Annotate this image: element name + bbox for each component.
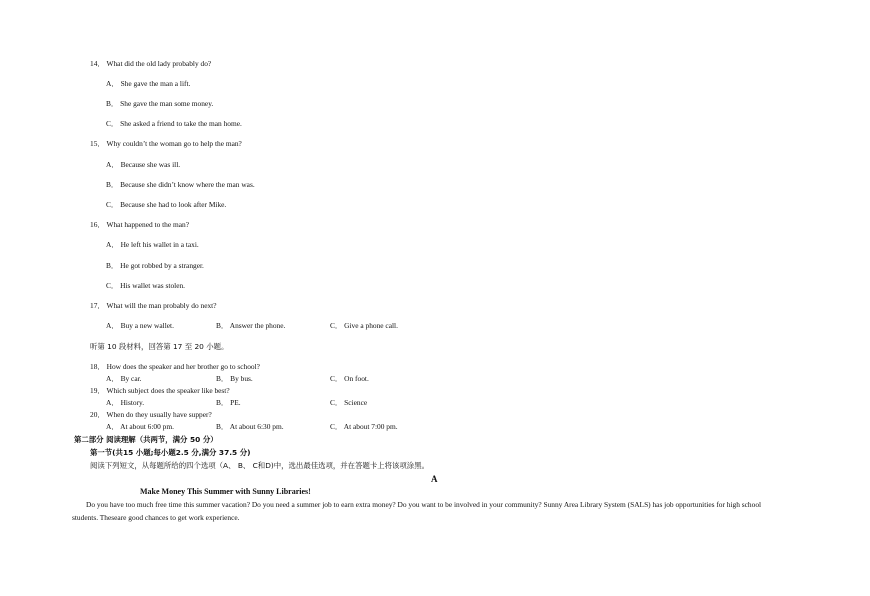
option: A． She gave the man a lift.: [106, 79, 191, 88]
option: A． Buy a new wallet.: [106, 321, 174, 330]
listening-instruction: 听第 10 段材料，回答第 17 至 20 小题。: [90, 342, 229, 351]
option: C． Give a phone call.: [330, 321, 398, 330]
question-text: 19． Which subject does the speaker like best?: [90, 386, 230, 395]
option: C． At about 7:00 pm.: [330, 422, 398, 431]
option: A． Because she was ill.: [106, 160, 181, 169]
question-text: 15． Why couldn’t the woman go to help the man?: [90, 139, 242, 148]
option: C． Science: [330, 398, 368, 407]
option: B． He got robbed by a stranger.: [106, 261, 204, 270]
option: C． She asked a friend to take the man home.: [106, 119, 242, 128]
option: B． Answer the phone.: [216, 321, 286, 330]
option: A． By car.: [106, 374, 142, 383]
passage-letter: A: [431, 474, 438, 484]
option: C． Because she had to look after Mike.: [106, 200, 227, 209]
part-title: 第二部分 阅读理解（共两节，满分 50 分）: [74, 435, 218, 444]
passage-title: Make Money This Summer with Sunny Libraries!: [140, 487, 311, 496]
option: A． He left his wallet in a taxi.: [106, 240, 199, 249]
option: C． On foot.: [330, 374, 369, 383]
option: C． His wallet was stolen.: [106, 281, 186, 290]
option: B． She gave the man some money.: [106, 99, 214, 108]
option: B． PE.: [216, 398, 241, 407]
option: A． History.: [106, 398, 145, 407]
question-text: 16． What happened to the man?: [90, 220, 189, 229]
question-text: 17． What will the man probably do next?: [90, 301, 217, 310]
question-text: 14． What did the old lady probably do?: [90, 59, 212, 68]
option: B． At about 6:30 pm.: [216, 422, 284, 431]
option: A． At about 6:00 pm.: [106, 422, 174, 431]
section-instruction: 阅读下列短文，从每题所给的四个选项（A、 B、 C和D)中，选出最佳选项，并在答题卡上将该项涂黑。: [90, 461, 429, 470]
passage-paragraph: Do you have too much free time this summer vacation? Do you need a summer job to earn extra money? Do you want to be involved in your community? Sunny Area Library System (SALS) has job opportunities for high school students. Theseare good chances to get work experience.: [72, 500, 762, 522]
option: B． Because she didn’t know where the man was.: [106, 180, 255, 189]
question-text: 18． How does the speaker and her brother go to school?: [90, 362, 260, 371]
option: B． By bus.: [216, 374, 253, 383]
question-text: 20． When do they usually have supper?: [90, 410, 212, 419]
section-title: 第一节(共15 小题;每小题2.5 分,满分 37.5 分): [90, 448, 251, 457]
